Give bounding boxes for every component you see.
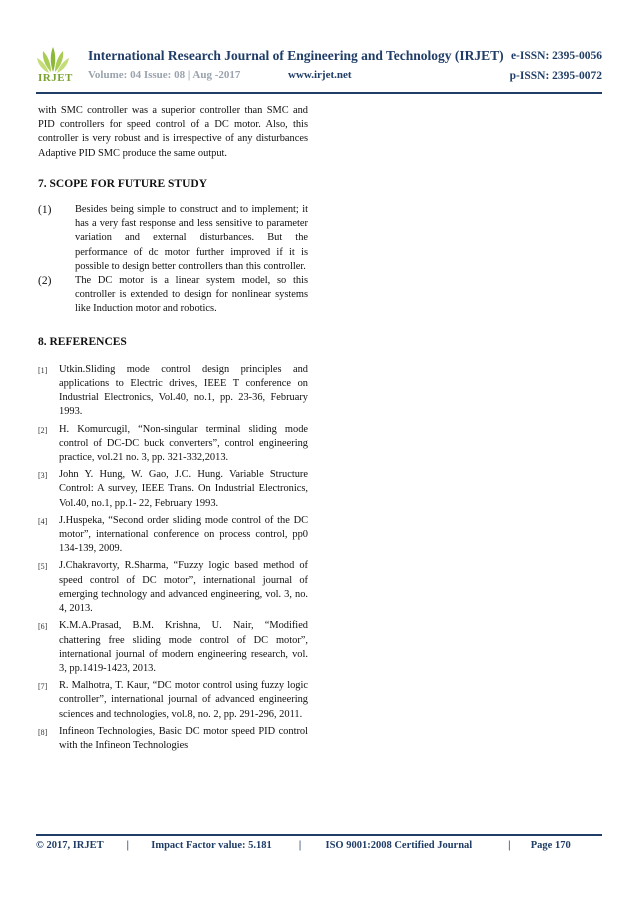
journal-website-link[interactable]: www.irjet.net [288,69,352,81]
reference-item [38,619,308,676]
intro-paragraph: with SMC controller was a superior controller than SMC and PID controllers for speed control of a DC motor. Also, this controller is very robust and is irrespective of any disturbances Adaptive PID SMC produce the same output. [38,105,308,159]
reference-number: [4] [38,516,48,526]
reference-item [38,423,308,466]
p-issn: p-ISSN: 2395-0072 [509,70,602,82]
reference-text: K.M.A.Prasad, B.M. Krishna, U. Nair, “Modified chattering free sliding mode control of DC motor”, international journal of modern engineering research, vol. 3, pp.1419-1423, 2013. [59,620,308,674]
section-title-references: 8. REFERENCES [38,335,127,348]
reference-item [38,468,308,511]
reference-item [38,679,308,722]
list-item [38,203,308,274]
reference-number: [5] [38,562,48,572]
reference-number: [1] [38,365,48,375]
page-footer [36,840,571,851]
footer-separator: | [298,840,302,851]
footer-copyright: © 2017, IRJET [36,840,104,851]
journal-title: International Research Journal of Engineering and Technology (IRJET) [88,48,504,63]
reference-item [38,725,308,753]
reference-text: J.Huspeka, “Second order sliding mode control of the DC motor”, international conference on process control, pp0 134-139, 2009. [59,514,308,555]
footer-iso: ISO 9001:2008 Certified Journal [325,840,473,851]
e-issn: e-ISSN: 2395-0056 [510,50,602,62]
list-item [38,274,308,317]
list-item-text: Besides being simple to construct and to implement; it has a very fast response and less sensitive to parameter variation and external disturbances. But the performance of dc motor further improved if it is possible to design better controllers than this controller. [75,204,308,272]
reference-text: R. Malhotra, T. Kaur, “DC motor control using fuzzy logic controller”, international journal of advanced engineering sciences and technologies, vol.8, no. 2, pp. 291-296, 2011. [59,680,308,720]
footer-page-number: Page 170 [530,840,571,851]
logo-text: IRJET [38,72,73,84]
reference-text: John Y. Hung, W. Gao, J.C. Hung. Variable Structure Control: A survey, IEEE Trans. On Industrial Electronics, Vol.40, no.1, pp.1- 22, February 1993. [59,469,308,509]
reference-number: [7] [38,682,48,692]
footer-separator: | [508,840,511,851]
reference-item [38,363,308,420]
section-title-future-study: 7. SCOPE FOR FUTURE STUDY [38,177,208,190]
volume-issue: Volume: 04 Issue: 08 | Aug -2017 [88,69,241,81]
reference-text: Utkin.Sliding mode control design principles and applications to Electric drives, IEEE T conference on Industrial Electronics, Vol.40, no.1, pp. 23-36, February 1993. [59,363,308,418]
reference-text: Infineon Technologies, Basic DC motor speed PID control with the Infineon Technologies [59,725,308,751]
footer-divider [36,834,602,836]
reference-number: [6] [38,622,48,632]
footer-impact-factor: Impact Factor value: 5.181 [151,840,272,851]
list-item-number: (1) [38,204,52,217]
reference-text: H. Komurcugil, “Non-singular terminal sliding mode control of DC-DC buck converters”, control engineering practice, vol.21 no. 3, pp. 321-332,2013. [59,423,308,464]
reference-item [38,559,308,616]
irjet-logo-icon [36,46,73,86]
reference-item [38,514,308,557]
header-divider [36,92,602,94]
reference-number: [3] [38,471,48,481]
list-item-number: (2) [38,275,52,288]
list-item-text: The DC motor is a linear system model, so this controller is extended to design for nonlinear systems like Induction motor and robotics. [75,275,308,315]
reference-number: [2] [38,425,48,435]
reference-text: J.Chakravorty, R.Sharma, “Fuzzy logic based method of speed control of DC motor”, international journal of emerging technology and advanced engineering, vol. 3, no. 4, 2013. [59,560,308,615]
reference-number: [8] [38,727,48,737]
footer-separator: | [126,840,129,851]
page-header [36,44,602,88]
text-column [38,104,308,756]
